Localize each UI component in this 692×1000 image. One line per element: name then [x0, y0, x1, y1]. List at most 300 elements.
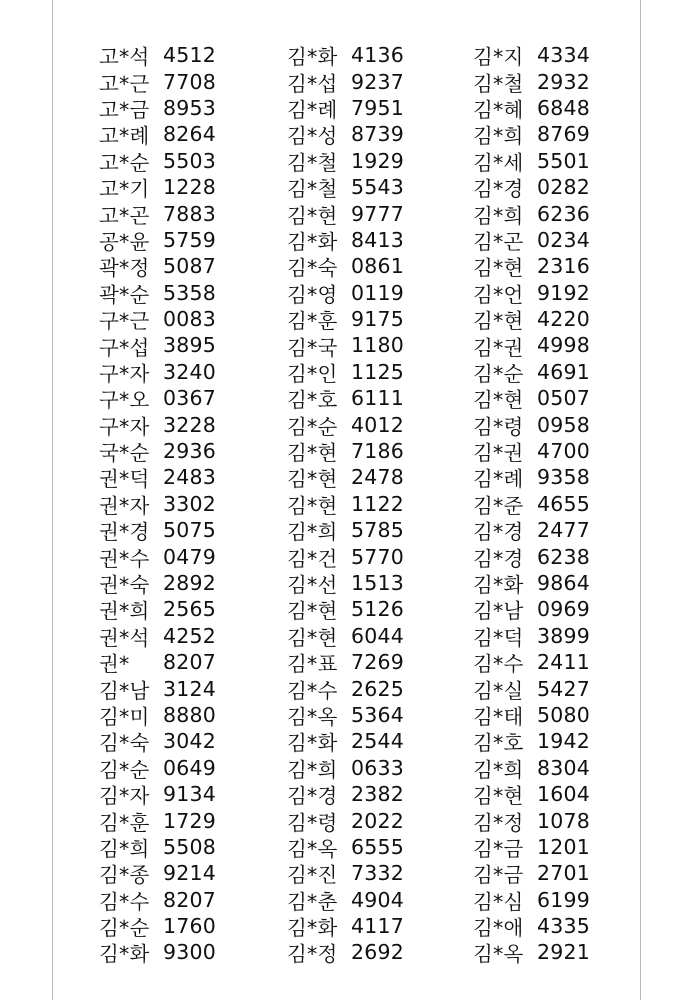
person-name: 김*인 — [287, 361, 338, 386]
list-item — [287, 491, 404, 517]
person-name: 김*화 — [99, 942, 150, 967]
person-number: 5785 — [351, 518, 404, 543]
list-item — [473, 253, 590, 279]
person-name: 권*석 — [99, 625, 150, 650]
person-number: 0479 — [163, 544, 216, 569]
person-name: 김*숙 — [287, 256, 338, 281]
person-number: 8880 — [163, 702, 216, 727]
list-item — [287, 887, 404, 913]
list-item — [99, 385, 216, 411]
person-name: 김*령 — [287, 810, 338, 835]
list-item — [99, 42, 216, 68]
list-item — [473, 121, 590, 147]
person-number: 2022 — [351, 808, 404, 833]
person-name: 김*국 — [287, 335, 338, 360]
person-name: 김*철 — [287, 150, 338, 175]
person-number: 4335 — [537, 914, 590, 939]
person-name: 고*기 — [99, 177, 150, 202]
person-name: 고*금 — [99, 97, 150, 122]
person-number: 5427 — [537, 676, 590, 701]
person-name: 구*섭 — [99, 335, 150, 360]
person-name: 김*옥 — [287, 836, 338, 861]
person-number: 8769 — [537, 122, 590, 147]
person-name: 김*순 — [99, 916, 150, 941]
list-item — [99, 623, 216, 649]
list-item — [473, 280, 590, 306]
person-name: 김*훈 — [99, 810, 150, 835]
list-item — [287, 649, 404, 675]
list-item — [99, 200, 216, 226]
person-number: 2625 — [351, 676, 404, 701]
list-item — [473, 411, 590, 437]
person-name: 김*경 — [473, 546, 524, 571]
list-item — [473, 42, 590, 68]
person-name: 권*덕 — [99, 467, 150, 492]
list-item — [99, 807, 216, 833]
person-number: 0649 — [163, 755, 216, 780]
person-name: 김*현 — [473, 256, 524, 281]
person-name: 김*춘 — [287, 889, 338, 914]
person-name: 김*현 — [287, 441, 338, 466]
person-name: 김*영 — [287, 282, 338, 307]
list-item — [473, 596, 590, 622]
person-number: 2544 — [351, 729, 404, 754]
person-name: 고*순 — [99, 150, 150, 175]
list-item — [287, 148, 404, 174]
person-number: 7186 — [351, 439, 404, 464]
list-item — [287, 411, 404, 437]
list-item — [99, 860, 216, 886]
list-item — [287, 359, 404, 385]
list-item — [287, 728, 404, 754]
person-number: 1942 — [537, 729, 590, 754]
person-number: 9300 — [163, 940, 216, 965]
person-name: 김*종 — [99, 863, 150, 888]
list-item — [287, 121, 404, 147]
list-item — [473, 623, 590, 649]
person-number: 0119 — [351, 280, 404, 305]
person-number: 1929 — [351, 148, 404, 173]
person-number: 4655 — [537, 491, 590, 516]
person-number: 4334 — [537, 43, 590, 68]
person-name: 김*애 — [473, 916, 524, 941]
person-number: 5508 — [163, 834, 216, 859]
list-item — [473, 755, 590, 781]
list-item — [99, 306, 216, 332]
list-item — [287, 42, 404, 68]
person-number: 4117 — [351, 914, 404, 939]
person-number: 0282 — [537, 175, 590, 200]
person-name: 구*오 — [99, 388, 150, 413]
person-name: 김*화 — [287, 45, 338, 70]
person-number: 8413 — [351, 227, 404, 252]
person-name: 김*권 — [473, 441, 524, 466]
list-item — [473, 728, 590, 754]
list-item — [473, 913, 590, 939]
person-name: 김*성 — [287, 124, 338, 149]
list-item — [99, 517, 216, 543]
person-name: 김*정 — [287, 942, 338, 967]
person-name: 김*자 — [99, 784, 150, 809]
list-item — [99, 68, 216, 94]
person-name: 권* — [99, 652, 130, 677]
person-name: 김*현 — [287, 493, 338, 518]
person-number: 1729 — [163, 808, 216, 833]
person-name: 구*자 — [99, 414, 150, 439]
person-number: 6044 — [351, 623, 404, 648]
list-item — [99, 148, 216, 174]
list-item — [473, 174, 590, 200]
person-number: 2411 — [537, 650, 590, 675]
list-item — [473, 860, 590, 886]
person-number: 8264 — [163, 122, 216, 147]
person-name: 곽*순 — [99, 282, 150, 307]
person-name: 김*화 — [473, 573, 524, 598]
list-item — [99, 359, 216, 385]
person-name: 김*경 — [287, 784, 338, 809]
list-item — [99, 174, 216, 200]
person-number: 4512 — [163, 43, 216, 68]
list-item — [473, 95, 590, 121]
person-name: 김*실 — [473, 678, 524, 703]
list-item — [473, 543, 590, 569]
person-name: 김*화 — [287, 731, 338, 756]
person-number: 0958 — [537, 412, 590, 437]
person-number: 9134 — [163, 782, 216, 807]
person-number: 1513 — [351, 571, 404, 595]
person-name: 김*례 — [473, 467, 524, 492]
person-number: 9864 — [537, 571, 590, 595]
person-name: 김*미 — [99, 704, 150, 729]
person-name: 김*표 — [287, 652, 338, 677]
person-number: 2892 — [163, 571, 216, 595]
person-number: 9237 — [351, 69, 404, 94]
person-number: 5364 — [351, 702, 404, 727]
list-item — [99, 728, 216, 754]
person-name: 김*희 — [473, 124, 524, 149]
list-item — [473, 649, 590, 675]
list-item — [287, 95, 404, 121]
person-number: 5501 — [537, 148, 590, 173]
person-name: 김*현 — [287, 203, 338, 228]
person-name: 김*수 — [99, 889, 150, 914]
list-item — [473, 807, 590, 833]
list-item — [287, 332, 404, 358]
list-item — [473, 491, 590, 517]
person-name: 김*수 — [287, 678, 338, 703]
list-item — [99, 464, 216, 490]
person-number: 2478 — [351, 465, 404, 490]
person-number: 1125 — [351, 359, 404, 384]
person-number: 0969 — [537, 597, 590, 622]
person-name: 김*순 — [287, 414, 338, 439]
person-number: 3124 — [163, 676, 216, 701]
person-name: 공*윤 — [99, 229, 150, 254]
person-number: 5080 — [537, 702, 590, 727]
person-name: 김*숙 — [99, 731, 150, 756]
name-list-column-1 — [99, 42, 216, 966]
person-name: 김*호 — [473, 731, 524, 756]
person-number: 1122 — [351, 491, 404, 516]
person-name: 김*금 — [473, 836, 524, 861]
list-item — [99, 834, 216, 860]
list-item — [287, 702, 404, 728]
person-number: 2921 — [537, 940, 590, 965]
person-name: 김*현 — [473, 784, 524, 809]
list-item — [99, 121, 216, 147]
person-name: 김*현 — [473, 309, 524, 334]
person-number: 7269 — [351, 650, 404, 675]
person-name: 김*수 — [473, 652, 524, 677]
list-item — [99, 702, 216, 728]
person-name: 김*선 — [287, 573, 338, 598]
person-number: 1604 — [537, 782, 590, 807]
list-item — [99, 543, 216, 569]
person-number: 8953 — [163, 95, 216, 120]
person-name: 권*경 — [99, 520, 150, 545]
person-name: 고*석 — [99, 45, 150, 70]
person-name: 김*경 — [473, 520, 524, 545]
person-number: 5075 — [163, 518, 216, 543]
list-item — [473, 781, 590, 807]
list-item — [287, 570, 404, 596]
person-number: 0507 — [537, 386, 590, 411]
person-number: 9214 — [163, 861, 216, 886]
person-name: 김*현 — [287, 599, 338, 624]
person-name: 김*령 — [473, 414, 524, 439]
person-name: 김*심 — [473, 889, 524, 914]
list-item — [287, 596, 404, 622]
person-number: 0083 — [163, 307, 216, 332]
person-number: 5126 — [351, 597, 404, 622]
person-number: 5503 — [163, 148, 216, 173]
person-number: 6848 — [537, 95, 590, 120]
list-item — [287, 438, 404, 464]
list-item — [287, 939, 404, 965]
person-name: 구*근 — [99, 309, 150, 334]
list-item — [287, 623, 404, 649]
page-right-border — [640, 0, 641, 1000]
person-number: 1760 — [163, 914, 216, 939]
person-name: 김*희 — [473, 757, 524, 782]
list-item — [473, 359, 590, 385]
person-name: 김*희 — [287, 520, 338, 545]
list-item — [287, 834, 404, 860]
list-item — [287, 543, 404, 569]
page-left-border — [52, 0, 53, 1000]
list-item — [287, 464, 404, 490]
list-item — [99, 755, 216, 781]
person-number: 3240 — [163, 359, 216, 384]
person-name: 고*곤 — [99, 203, 150, 228]
person-number: 6238 — [537, 544, 590, 569]
list-item — [287, 781, 404, 807]
person-name: 김*금 — [473, 863, 524, 888]
person-name: 권*숙 — [99, 573, 150, 598]
person-name: 김*덕 — [473, 625, 524, 650]
person-name: 김*순 — [473, 361, 524, 386]
person-name: 김*례 — [287, 97, 338, 122]
list-item — [473, 570, 590, 596]
person-name: 김*남 — [473, 599, 524, 624]
person-number: 4904 — [351, 887, 404, 912]
person-number: 7708 — [163, 69, 216, 94]
name-list-column-2 — [287, 42, 404, 966]
person-number: 5759 — [163, 227, 216, 252]
person-number: 1228 — [163, 175, 216, 200]
list-item — [473, 227, 590, 253]
person-number: 8304 — [537, 755, 590, 780]
list-item — [99, 438, 216, 464]
list-item — [99, 913, 216, 939]
list-item — [99, 411, 216, 437]
list-item — [287, 755, 404, 781]
person-name: 김*화 — [287, 229, 338, 254]
list-item — [287, 253, 404, 279]
list-item — [287, 68, 404, 94]
list-item — [99, 95, 216, 121]
person-number: 2701 — [537, 861, 590, 886]
list-item — [99, 939, 216, 965]
person-number: 2483 — [163, 465, 216, 490]
person-number: 5770 — [351, 544, 404, 569]
list-item — [287, 517, 404, 543]
person-number: 3899 — [537, 623, 590, 648]
person-name: 권*자 — [99, 493, 150, 518]
list-item — [473, 306, 590, 332]
person-name: 구*자 — [99, 361, 150, 386]
person-name: 고*례 — [99, 124, 150, 149]
list-item — [99, 596, 216, 622]
person-number: 0633 — [351, 755, 404, 780]
person-name: 김*철 — [287, 177, 338, 202]
person-name: 고*근 — [99, 71, 150, 96]
person-name: 김*희 — [99, 836, 150, 861]
person-number: 2692 — [351, 940, 404, 965]
list-item — [287, 174, 404, 200]
person-number: 9192 — [537, 280, 590, 305]
person-number: 5543 — [351, 175, 404, 200]
person-number: 0861 — [351, 254, 404, 279]
person-number: 6236 — [537, 201, 590, 226]
person-number: 3895 — [163, 333, 216, 358]
person-number: 7332 — [351, 861, 404, 886]
list-item — [287, 675, 404, 701]
person-name: 김*현 — [473, 388, 524, 413]
list-item — [473, 332, 590, 358]
person-number: 1078 — [537, 808, 590, 833]
list-item — [473, 438, 590, 464]
list-item — [99, 227, 216, 253]
person-number: 3228 — [163, 412, 216, 437]
person-name: 김*철 — [473, 71, 524, 96]
list-item — [99, 491, 216, 517]
list-item — [287, 807, 404, 833]
person-name: 김*섭 — [287, 71, 338, 96]
person-name: 김*언 — [473, 282, 524, 307]
person-number: 3302 — [163, 491, 216, 516]
person-number: 0234 — [537, 227, 590, 252]
person-number: 8207 — [163, 887, 216, 912]
list-item — [287, 385, 404, 411]
person-name: 김*희 — [287, 757, 338, 782]
person-number: 4700 — [537, 439, 590, 464]
list-item — [473, 464, 590, 490]
person-name: 김*현 — [287, 625, 338, 650]
list-item — [473, 200, 590, 226]
list-item — [473, 939, 590, 965]
list-item — [99, 570, 216, 596]
person-name: 김*곤 — [473, 229, 524, 254]
person-name: 권*수 — [99, 546, 150, 571]
list-item — [99, 675, 216, 701]
person-name: 김*화 — [287, 916, 338, 941]
person-number: 4012 — [351, 412, 404, 437]
list-item — [99, 781, 216, 807]
person-number: 4220 — [537, 307, 590, 332]
person-number: 9777 — [351, 201, 404, 226]
person-number: 9358 — [537, 465, 590, 490]
person-name: 김*정 — [473, 810, 524, 835]
person-name: 권*희 — [99, 599, 150, 624]
person-name: 국*순 — [99, 441, 150, 466]
person-number: 7951 — [351, 95, 404, 120]
list-item — [287, 280, 404, 306]
person-name: 김*혜 — [473, 97, 524, 122]
person-number: 9175 — [351, 307, 404, 332]
list-item — [473, 702, 590, 728]
person-name: 김*호 — [287, 388, 338, 413]
person-number: 8207 — [163, 650, 216, 675]
person-number: 4691 — [537, 359, 590, 384]
person-name: 김*건 — [287, 546, 338, 571]
list-item — [287, 227, 404, 253]
person-number: 4252 — [163, 623, 216, 648]
person-name: 곽*정 — [99, 256, 150, 281]
person-name: 김*희 — [473, 203, 524, 228]
person-number: 2316 — [537, 254, 590, 279]
list-item — [99, 887, 216, 913]
person-name: 김*훈 — [287, 309, 338, 334]
list-item — [99, 253, 216, 279]
person-number: 6555 — [351, 834, 404, 859]
person-number: 2936 — [163, 439, 216, 464]
person-name: 김*순 — [99, 757, 150, 782]
person-number: 2477 — [537, 518, 590, 543]
list-item — [287, 913, 404, 939]
person-number: 3042 — [163, 729, 216, 754]
list-item — [473, 68, 590, 94]
person-number: 4136 — [351, 43, 404, 68]
list-item — [473, 148, 590, 174]
list-item — [473, 887, 590, 913]
list-item — [473, 675, 590, 701]
list-item — [287, 306, 404, 332]
person-name: 김*옥 — [287, 704, 338, 729]
list-item — [473, 517, 590, 543]
person-number: 2382 — [351, 782, 404, 807]
person-name: 김*세 — [473, 150, 524, 175]
list-item — [287, 860, 404, 886]
person-number: 8739 — [351, 122, 404, 147]
list-item — [473, 834, 590, 860]
person-number: 2932 — [537, 69, 590, 94]
person-number: 7883 — [163, 201, 216, 226]
person-number: 5358 — [163, 280, 216, 305]
person-name: 김*지 — [473, 45, 524, 70]
person-number: 6111 — [351, 386, 404, 411]
person-number: 4998 — [537, 333, 590, 358]
